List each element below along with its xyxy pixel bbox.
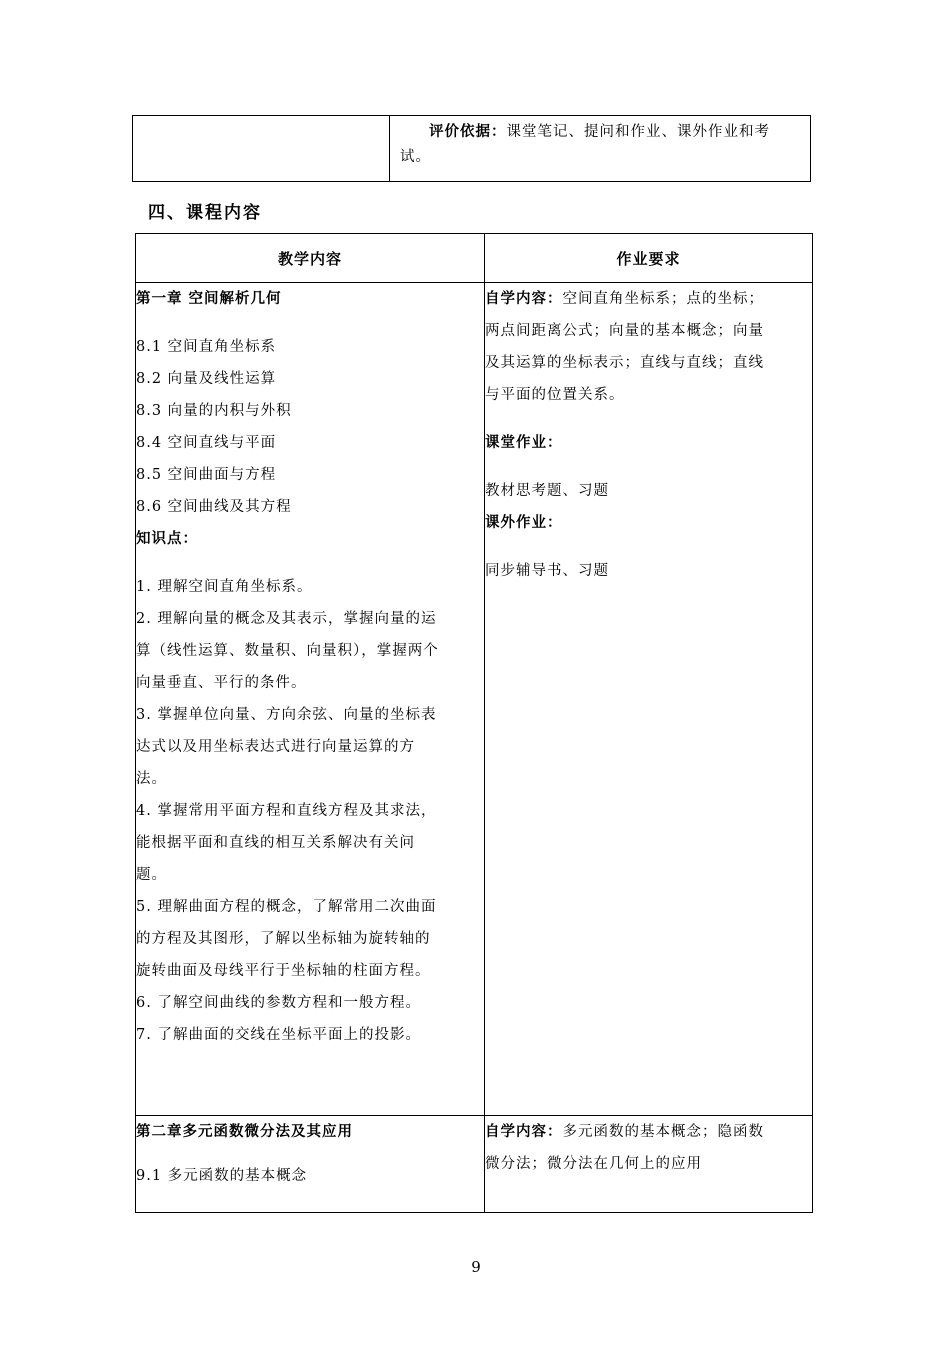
evaluation-label: 评价依据： [429,123,507,140]
chapter1-title: 第一章 空间解析几何 [136,291,282,307]
section-item: 8.1 空间直角坐标系 [136,339,277,355]
class-homework-label: 课堂作业： [485,435,563,451]
knowledge-line: 向量垂直、平行的条件。 [136,675,307,691]
course-content-table [135,233,813,1213]
knowledge-line: 3. 掌握单位向量、方向余弦、向量的坐标表 [136,707,437,723]
class-homework-text: 教材思考题、习题 [485,483,609,499]
knowledge-line: 1. 理解空间直角坐标系。 [136,579,313,595]
knowledge-line: 2. 理解向量的概念及其表示，掌握向量的运 [136,611,437,627]
knowledge-line: 5. 理解曲面方程的概念，了解常用二次曲面 [136,899,437,915]
knowledge-line: 法。 [136,771,167,787]
outside-homework-label: 课外作业： [485,515,563,531]
evaluation-cell [390,116,811,182]
knowledge-line: 6. 了解空间曲线的参数方程和一般方程。 [136,995,421,1011]
self-study-line: 两点间距离公式；向量的基本概念；向量 [485,323,764,339]
section-item: 8.4 空间直线与平面 [136,435,277,451]
knowledge-points-label: 知识点： [136,531,198,547]
self-study-label: 自学内容： [485,1124,563,1140]
section-item: 8.6 空间曲线及其方程 [136,499,292,515]
knowledge-line: 算（线性运算、数量积、向量积），掌握两个 [136,643,439,659]
knowledge-line: 的方程及其图形，了解以坐标轴为旋转轴的 [136,931,431,947]
chapter2-homework-cell [485,1116,813,1213]
self-study-line: 与平面的位置关系。 [485,387,625,403]
header-teaching-content: 教学内容 [136,234,485,283]
knowledge-line: 旋转曲面及母线平行于坐标轴的柱面方程。 [136,963,431,979]
chapter1-content-cell [136,283,485,1116]
section-title: 四、课程内容 [148,203,262,223]
knowledge-line: 7. 了解曲面的交线在坐标平面上的投影。 [136,1027,421,1043]
chapter1-homework-cell [485,283,813,1116]
header-homework-requirements: 作业要求 [485,234,813,283]
self-study-line: 微分法；微分法在几何上的应用 [485,1156,702,1172]
knowledge-line: 达式以及用坐标表达式进行向量运算的方 [136,739,415,755]
knowledge-line: 题。 [136,867,167,883]
knowledge-line: 能根据平面和直线的相互关系解决有关问 [136,835,415,851]
section-item: 8.2 向量及线性运算 [136,371,277,387]
self-study-label: 自学内容： [485,291,563,307]
outside-homework-text: 同步辅导书、习题 [485,563,609,579]
section-item: 8.3 向量的内积与外积 [136,403,292,419]
evaluation-table [132,115,811,182]
self-study-line: 空间直角坐标系；点的坐标； [562,291,764,307]
chapter2-content-cell [136,1116,485,1213]
section-item: 8.5 空间曲面与方程 [136,467,277,483]
chapter2-title: 第二章多元函数微分法及其应用 [136,1124,353,1140]
self-study-line: 及其运算的坐标表示；直线与直线；直线 [485,355,764,371]
knowledge-line: 4. 掌握常用平面方程和直线方程及其求法， [136,803,437,819]
evaluation-empty-cell [133,116,390,182]
self-study-line: 多元函数的基本概念；隐函数 [562,1124,764,1140]
evaluation-text: 课堂笔记、提问和作业、课外作业和考试。 [400,124,770,165]
page-number: 9 [471,1258,481,1276]
section-item: 9.1 多元函数的基本概念 [136,1168,308,1184]
